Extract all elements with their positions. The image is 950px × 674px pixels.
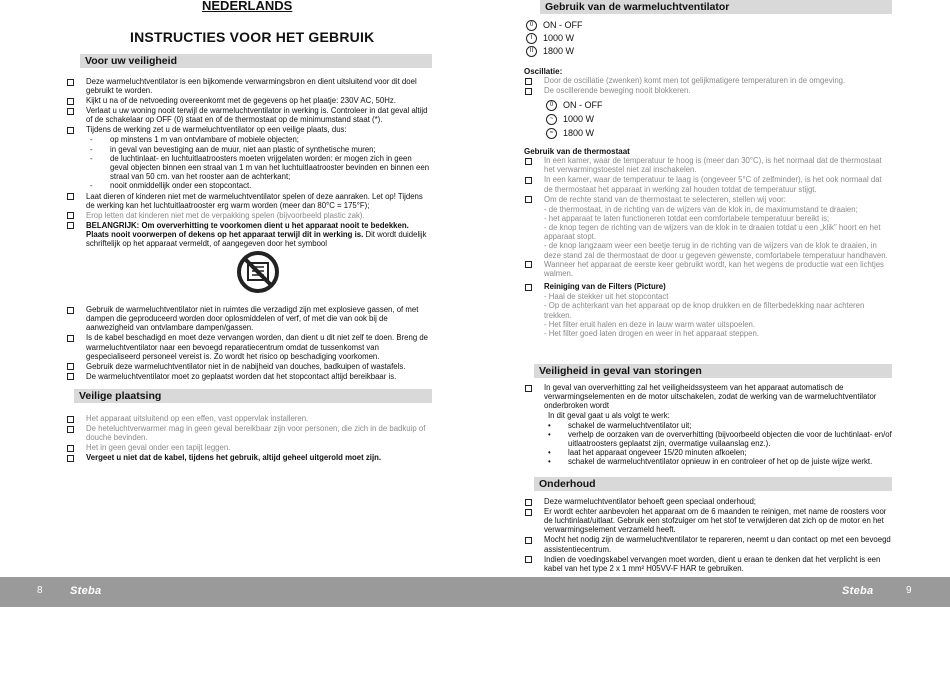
oscillation-settings: [524, 98, 892, 140]
sub-item: - de knop tegen de richting van de wijzers van de klok in te draaien totdat u een „klik" hoort en het apparaat stopt.: [544, 223, 881, 242]
list-item: Deze warmeluchtventilator behoeft geen speciaal onderhoud;: [524, 497, 892, 506]
list-item: Kijkt u na of de netvoeding overeenkomt met de gegevens op het plaatje: 230V AC, 50Hz.: [60, 96, 432, 105]
fan-low-icon: ~: [546, 114, 557, 125]
page-title: INSTRUCTIES VOOR HET GEBRUIK: [130, 29, 375, 45]
list-item: De heteluchtverwarmer mag in geen geval bereikbaar zijn voor personen, die zich in de badkuip of douche bevinden.: [60, 424, 432, 442]
checkbox-bullet-icon: [67, 455, 74, 462]
list-item: Wanneer het apparaat de eerste keer gebruikt wordt, kan het wegens de productie wat een lichtjes walmen.: [524, 260, 892, 278]
power-off-icon: 0: [526, 20, 537, 31]
sub-item: - nooit onmiddellijk onder een stopcontact.: [90, 181, 252, 191]
step-item: • verhelp de oorzaken van de oververhitting (bijvoorbeeld objecten die voor de luchtinlaat- en/of uitlaatroosters geplaatst zijn, overmatige vuilaanslag enz.).: [548, 429, 892, 449]
setting-row: ≈ 1800 W: [546, 126, 892, 140]
checkbox-bullet-icon: [525, 158, 532, 165]
steba-logo-right: Steba: [842, 585, 874, 597]
checkbox-bullet-icon: [67, 222, 74, 229]
list-item: De warmeluchtventilator moet zo geplaatst worden dat het stopcontact altijd bereikbaar is.: [60, 372, 432, 381]
list-item: Door de oscillatie (zwenken) komt men tot gelijkmatigere temperaturen in de omgeving.: [524, 76, 892, 85]
sub-item: - Op de achterkant van het apparaat op de knop drukken en de filterbedekking naar achteren trekken.: [544, 301, 865, 320]
list-item: In een kamer, waar de temperatuur te laag is (ongeveer 5°C of zelfminder), is het ook normaal dat de thermostaat het apparaat in werking zal houden totdat de temperatuur stijgt.: [524, 175, 892, 193]
maintenance-section: [524, 497, 892, 574]
checkbox-bullet-icon: [67, 335, 74, 342]
list-item: Het apparaat uitsluitend op een effen, vast oppervlak installeren.: [60, 414, 432, 423]
right-page: [520, 0, 892, 580]
placement-block: [60, 414, 432, 463]
steba-logo-left: Steba: [70, 585, 102, 597]
list-item: De oscillerende beweging nooit blokkeren.: [524, 86, 892, 95]
checkbox-bullet-icon: [525, 509, 532, 516]
list-item: Indien de voedingskabel vervangen moet worden, dient u eraan te denken dat het verplicht is een kabel van het type 2 x 1 mm² H05VV-F HAR te gebruiken.: [524, 555, 892, 573]
checkbox-bullet-icon: [67, 373, 74, 380]
oscillation-heading: Oscillatie:: [524, 67, 563, 76]
sub-item: - op minstens 1 m van ontvlambare of mobiele objecten;: [90, 135, 299, 145]
sub-item: - in geval van bevestiging aan de muur, niet aan plastic of synthetische muren;: [90, 144, 376, 154]
failure-section: [524, 383, 892, 467]
power-off-icon: 0: [546, 100, 557, 111]
checkbox-bullet-icon: [67, 98, 74, 105]
checkbox-bullet-icon: [525, 261, 532, 268]
sub-item: - Het filter goed laten drogen en weer in het apparaat steppen.: [544, 329, 759, 339]
list-item: In geval van oververhitting zal het veiligheidssysteem van het apparaat automatisch de verwarmingselementen en de motor uitschakelen, zodat de werking van de warmeluchtventilator onderbroken wordt: [524, 383, 892, 411]
language-title: NEDERLANDS: [202, 0, 293, 13]
checkbox-bullet-icon: [67, 307, 74, 314]
setting-row: 0 ON - OFF: [546, 98, 892, 112]
thermostat-heading: Gebruik van de thermostaat: [524, 147, 630, 156]
step-item: • schakel de warmeluchtventilator uit;: [548, 420, 692, 430]
list-item: Mocht het nodig zijn de warmeluchtventilator te repareren, neemt u dan contact op met een bevoegd assistentiecentrum.: [524, 535, 892, 553]
checkbox-bullet-icon: [67, 212, 74, 219]
setting-row: 0 ON - OFF: [526, 19, 886, 32]
checkbox-bullet-icon: [525, 78, 532, 85]
list-item: Gebruik deze warmeluchtventilator niet in de nabijheid van douches, badkuipen of wastafels.: [60, 362, 432, 371]
section-usage-heading: Gebruik van de warmeluchtventilator: [540, 0, 892, 14]
no-cover-symbol-icon: [236, 250, 280, 294]
list-item: Deze warmeluchtventilator is een bijkomende verwarmingsbron en dient uitsluitend voor dit doel gebruikt te worden.: [60, 77, 432, 95]
setting-row: II 1800 W: [526, 45, 886, 58]
safety-block: [60, 77, 432, 249]
section-failure-heading: Veiligheid in geval van storingen: [534, 364, 892, 378]
section-placement-heading: Veilige plaatsing: [74, 389, 432, 403]
sub-item: - het apparaat te laten functioneren totdat een comfortabele temperatuur bereikt is;: [544, 213, 830, 223]
checkbox-bullet-icon: [525, 537, 532, 544]
list-item: In een kamer, waar de temperatuur te hoog is (meer dan 30°C), is het normaal dat de thermostaat het verwarmingstoestel niet zal inschakelen.: [524, 156, 892, 174]
list-item: Om de rechte stand van de thermostaat te selecteren, stellen wij voor:: [524, 195, 892, 204]
sub-item: - de knop langzaam weer een beetje terug in de richting van de wijzers van de klok te draaien, in deze stand zal de thermostaat de door u gegeven gewenste, comfortabele temperatuur handhaven.: [544, 241, 888, 260]
checkbox-bullet-icon: [67, 416, 74, 423]
list-item: Gebruik de warmeluchtventilator niet in ruimtes die verzadigd zijn met explosieve gassen, of met dampen die geproduceerd worden door oplosmiddelen of verf, of met die van ook bij de aanwezigheid van ontvlambare dampen/gassen.: [60, 305, 432, 333]
left-page: [60, 0, 432, 580]
list-item: Laat dieren of kinderen niet met de warmeluchtventilator spelen of deze aanraken. Let op! Tijdens de werking kan het luchtuitlaatrooster erg warm worden (meer dan 80°C = 175°F);: [60, 192, 432, 210]
list-item-important: BELANGRIJK: Om oververhitting te voorkomen dient u het apparaat nooit te bedekken. Plaats nooit voorwerpen of dekens op het apparaat terwijl dit in werking is. Dit wordt duidelijk schriftelijk op het apparaat vermeldt, of aangegeven door het symbool: [60, 221, 432, 249]
checkbox-bullet-icon: [525, 556, 532, 563]
checkbox-bullet-icon: [67, 426, 74, 433]
oscillation-section: [524, 67, 892, 140]
sub-item: - Haal de stekker uit het stopcontact: [544, 292, 669, 302]
low-heat-icon: I: [526, 33, 537, 44]
list-item: Is de kabel beschadigd en moet deze vervangen worden, dan dient u dit niet zelf te doen. Breng de warmeluchtventilator naar een bevoegd reparatiecentrum omdat de tussenkomst van gespecialiseerd personeel vereist is. Zo wordt het risico op beschadiging voorkomen.: [60, 333, 432, 361]
section-safety-heading: Voor uw veiligheid: [80, 54, 432, 68]
sub-item: - Het filter eruit halen en deze in lauw warm water uitspoelen.: [544, 319, 756, 329]
checkbox-bullet-icon: [67, 79, 74, 86]
setting-row: I 1000 W: [526, 32, 886, 45]
list-item: Er wordt echter aanbevolen het apparaat om de 6 maanden te reinigen, met name de roosters voor de luchtinlaat/uitlaat. Gebruik een stofzuiger om het stof te verwijderen dat zich op de motor en het verwarmingselement verzameld heeft.: [524, 507, 892, 535]
checkbox-bullet-icon: [525, 196, 532, 203]
checkbox-bullet-icon: [67, 193, 74, 200]
list-item: Vergeet u niet dat de kabel, tijdens het gebruik, altijd geheel uitgerold moet zijn.: [60, 453, 432, 462]
checkbox-bullet-icon: [525, 499, 532, 506]
thermostat-section: [524, 147, 892, 338]
step-item: • laat het apparaat ongeveer 15/20 minuten afkoelen;: [548, 448, 747, 458]
checkbox-bullet-icon: [525, 385, 532, 392]
safety-block-2: [60, 305, 432, 382]
page-number-right: 9: [906, 585, 912, 596]
high-heat-icon: II: [526, 46, 537, 57]
step-item: • schakel de warmeluchtventilator opnieuw in en controleer of het op de juiste wijze werkt.: [548, 457, 873, 467]
sub-item: - de thermostaat, in de richting van de wijzers van de klok in, de maximumstand te draaien;: [544, 204, 858, 214]
checkbox-bullet-icon: [525, 177, 532, 184]
checkbox-bullet-icon: [525, 284, 532, 291]
checkbox-bullet-icon: [67, 445, 74, 452]
footer-band: [0, 577, 950, 607]
checkbox-bullet-icon: [67, 127, 74, 134]
page-number-left: 8: [37, 585, 43, 596]
checkbox-bullet-icon: [67, 363, 74, 370]
list-item: Tijdens de werking zet u de warmeluchtventilator op een veilige plaats, dus:: [60, 125, 432, 134]
section-maintenance-heading: Onderhoud: [534, 477, 892, 491]
checkbox-bullet-icon: [67, 108, 74, 115]
sub-item: - de luchtinlaat- en luchtuitlaatroosters moeten vrijgelaten worden: er mogen zich in geen geval objecten binnen een straal van 1 m van het luchtuitlaatrooster bevinden en binnen een straal van 50 cm. van het rooster aan de achterkant;: [90, 153, 430, 182]
failure-lead: In dit geval gaat u als volgt te werk:: [548, 411, 670, 421]
fan-high-icon: ≈: [546, 128, 557, 139]
list-item: Verlaat u uw woning nooit terwijl de warmeluchtventilator in werking is. Controleer in dat geval altijd of de schakelaar op OFF (0) staat en of de thermostaat op de minimumstand staat (*).: [60, 106, 432, 124]
filters-heading: Reiniging van de Filters (Picture): [524, 282, 892, 291]
checkbox-bullet-icon: [525, 88, 532, 95]
list-item: Het in geen geval onder een tapijt leggen.: [60, 443, 432, 452]
setting-row: ~ 1000 W: [546, 112, 892, 126]
switch-settings: [526, 19, 886, 58]
list-item: Erop letten dat kinderen niet met de verpakking spelen (bijvoorbeeld plastic zak).: [60, 211, 432, 220]
